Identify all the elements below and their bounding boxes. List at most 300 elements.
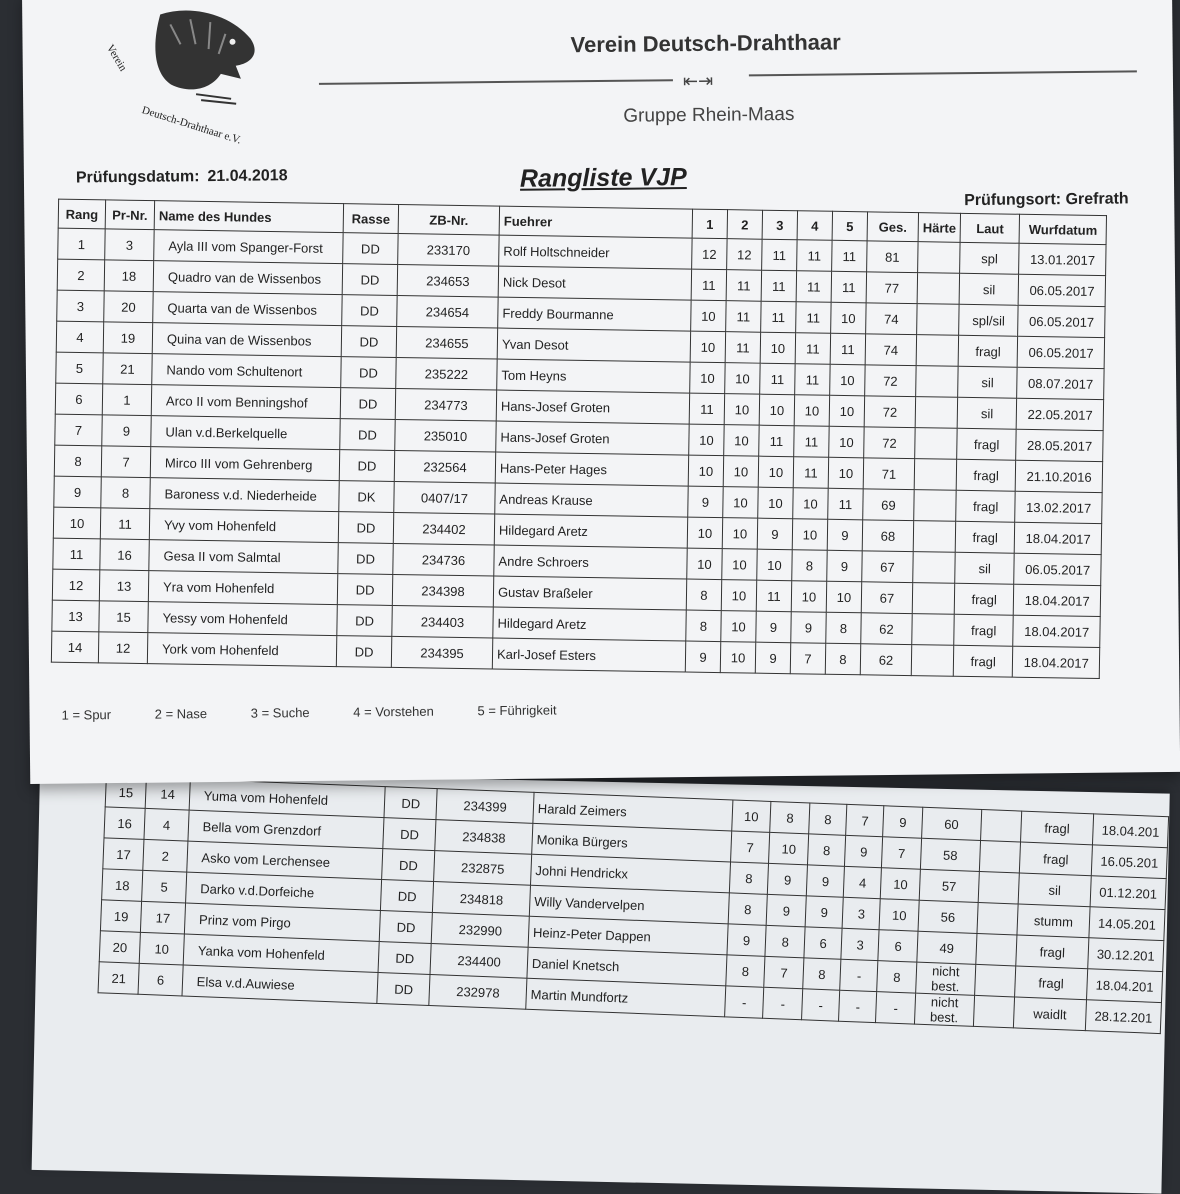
cell-value: 10 — [839, 403, 855, 419]
cell-laut — [959, 273, 1018, 305]
cell-value: 9 — [699, 649, 707, 665]
cell-value: 06.05.2017 — [1028, 313, 1095, 330]
cell-s2 — [770, 801, 810, 833]
cell-value: 234403 — [420, 613, 465, 630]
cell-value: 11 — [69, 546, 84, 562]
cell-rang — [98, 962, 139, 995]
cell-s5 — [826, 612, 861, 644]
cell-s3 — [761, 270, 796, 302]
cell-value: 233170 — [426, 241, 471, 258]
cell-s5 — [881, 868, 921, 900]
cell-value: Johni Hendrickx — [535, 862, 629, 881]
cell-s4 — [792, 519, 827, 551]
col-rasse: Rasse — [343, 204, 398, 234]
cell-rang — [54, 476, 101, 508]
cell-value: 3 — [125, 237, 134, 253]
cell-value: 4 — [162, 817, 171, 833]
ranking-table — [51, 199, 1107, 679]
cell-value: 7 — [804, 650, 812, 667]
cell-haerte — [974, 964, 1015, 997]
cell-value: 12 — [737, 246, 752, 263]
cell-zb — [436, 789, 534, 824]
cell-ges — [860, 644, 911, 676]
cell-value: 234653 — [426, 272, 470, 289]
cell-value: 234818 — [459, 890, 504, 908]
cell-value: - — [893, 1000, 899, 1016]
cell-value: 8 — [839, 620, 848, 636]
cell-value: 14.05.201 — [1097, 915, 1157, 933]
cell-value: - — [741, 994, 747, 1010]
cell-value: 5 — [160, 879, 169, 895]
cell-s5 — [883, 806, 923, 838]
cell-ges — [861, 582, 912, 614]
col-1: 1 — [692, 209, 727, 239]
cell-rasse — [341, 357, 396, 389]
cell-s5 — [882, 837, 922, 869]
cell-s5 — [829, 395, 864, 427]
cell-rasse — [339, 450, 394, 482]
cell-value: 3 — [76, 298, 85, 314]
cell-value: 234655 — [425, 334, 469, 351]
header-rule-right — [749, 70, 1137, 76]
cell-haerte — [914, 459, 957, 491]
cell-zb — [430, 944, 528, 979]
cell-fuehrer — [497, 359, 690, 393]
cell-haerte — [973, 995, 1014, 1028]
col-rang: Rang — [58, 199, 105, 229]
cell-value: 21 — [120, 361, 135, 377]
cell-wurf — [1012, 646, 1099, 678]
cell-value: 10 — [701, 308, 716, 324]
cell-value: 10 — [733, 494, 748, 511]
cell-rasse — [340, 419, 395, 451]
cell-prnr — [99, 570, 148, 602]
cell-value: Hildegard Aretz — [498, 522, 588, 539]
cell-value: 10 — [841, 310, 856, 326]
cell-haerte — [978, 871, 1019, 904]
cell-value: 234399 — [463, 797, 508, 815]
cell-value: 10 — [732, 556, 747, 572]
cell-value: 12 — [702, 246, 717, 262]
cell-value: 7 — [74, 422, 83, 438]
cell-value: 10 — [700, 370, 715, 386]
cell-value: Andre Schroers — [498, 553, 589, 570]
cell-rasse — [341, 326, 396, 358]
cell-value: 77 — [884, 280, 900, 296]
cell-s4 — [795, 364, 830, 396]
cell-wurf — [1087, 969, 1163, 1003]
cell-value: 232564 — [423, 458, 467, 475]
cell-value: 2 — [77, 267, 85, 283]
exam-date-label: Prüfungsdatum: — [75, 168, 200, 187]
cell-value: 11 — [736, 277, 751, 294]
cell-value: 9 — [804, 619, 813, 636]
cell-value: 14 — [67, 639, 83, 655]
legend-item: 2 = Nase — [154, 706, 208, 722]
cell-value: 10 — [767, 557, 782, 573]
cell-s4 — [839, 990, 877, 1022]
cell-prnr — [143, 839, 188, 872]
cell-s4 — [791, 612, 826, 644]
cell-value: Ulan v.d.Berkelquelle — [165, 423, 288, 441]
cell-laut — [1016, 935, 1089, 969]
cell-value: Martin Mundfortz — [530, 986, 629, 1006]
cell-value: 7 — [746, 839, 755, 855]
cell-haerte — [914, 490, 957, 522]
cell-value: DD — [358, 364, 378, 381]
cell-ges — [861, 613, 912, 645]
cell-value: 10 — [731, 587, 747, 603]
cell-laut — [959, 304, 1018, 336]
cell-name — [147, 633, 336, 667]
cell-fuehrer — [495, 452, 688, 486]
cell-value: fragl — [1039, 943, 1066, 960]
cell-rang — [104, 807, 145, 840]
cell-value: 18.04.2017 — [1024, 623, 1090, 640]
cell-value: 19 — [120, 330, 136, 346]
cell-value: 13.01.2017 — [1029, 251, 1096, 268]
cell-value: Darko v.d.Dorfeiche — [200, 880, 315, 900]
cell-wurf — [1018, 305, 1105, 337]
cell-name — [152, 323, 341, 357]
cell-s2 — [724, 425, 759, 457]
cell-s4 — [794, 426, 829, 458]
cell-s1 — [689, 393, 724, 425]
cell-value: 9 — [821, 873, 830, 889]
cell-s1 — [727, 924, 767, 956]
cell-value: Mirco III vom Gehrenberg — [164, 454, 313, 473]
cell-s1 — [690, 362, 725, 394]
cell-value: 28.12.201 — [1094, 1008, 1153, 1026]
cell-value: 11 — [767, 588, 781, 604]
cell-s5 — [830, 333, 865, 365]
cell-rasse — [379, 911, 432, 944]
cell-value: 10 — [801, 588, 817, 605]
cell-rasse — [340, 388, 395, 420]
cell-value: 8 — [824, 811, 832, 827]
cell-value: DD — [357, 426, 377, 443]
cell-rang — [58, 228, 105, 260]
double-arrow-icon: ⇤⇥ — [682, 70, 714, 92]
cell-value: Harald Zeimers — [537, 800, 627, 819]
cell-name — [149, 509, 338, 543]
document-title: Rangliste VJP — [519, 163, 687, 193]
cell-fuehrer — [497, 328, 690, 362]
cell-value: 12 — [68, 577, 84, 593]
legend-item: 1 = Spur — [61, 707, 112, 723]
cell-rasse — [381, 880, 434, 913]
cell-prnr — [139, 932, 184, 965]
cell-s3 — [761, 301, 796, 333]
cell-value: 14 — [160, 785, 176, 802]
cell-ges — [920, 838, 980, 871]
cell-value: 5 — [75, 360, 84, 376]
cell-rasse — [378, 942, 431, 975]
cell-value: 10 — [892, 876, 909, 892]
cell-s3 — [805, 896, 843, 928]
cell-value: 234838 — [461, 828, 506, 846]
cell-value: 9 — [771, 526, 779, 542]
cell-value: 6 — [75, 391, 83, 407]
cell-s3 — [758, 487, 793, 519]
cell-s5 — [877, 961, 917, 993]
cell-value: DD — [356, 550, 376, 567]
cell-value: 9 — [841, 527, 849, 543]
cell-fuehrer — [492, 638, 685, 672]
cell-fuehrer — [493, 576, 686, 610]
cell-value: - — [780, 995, 786, 1012]
cell-value: 18.04.2017 — [1025, 530, 1091, 547]
cell-value: Ayla III vom Spanger-Forst — [168, 237, 323, 256]
cell-value: Monika Bürgers — [536, 831, 628, 850]
cell-fuehrer — [498, 266, 691, 300]
exam-date — [76, 167, 288, 187]
cell-ges — [866, 272, 917, 304]
cell-laut — [955, 552, 1014, 584]
cell-rasse — [336, 636, 391, 668]
cell-zb — [429, 974, 527, 1009]
cell-s2 — [721, 580, 756, 612]
cell-laut — [958, 335, 1017, 367]
cell-laut — [954, 614, 1013, 646]
cell-laut — [1020, 811, 1093, 845]
cell-value: DD — [395, 950, 415, 966]
cell-prnr — [98, 632, 147, 664]
cell-wurf — [1015, 491, 1102, 523]
cell-s2 — [764, 956, 804, 988]
cell-rang — [55, 414, 102, 446]
cell-value: 15 — [118, 784, 134, 800]
cell-value: 11 — [807, 247, 822, 264]
svg-text:Verein: Verein — [103, 42, 129, 74]
cell-value: 9 — [769, 650, 777, 666]
cell-rasse — [343, 233, 398, 265]
cell-value: DD — [360, 240, 380, 257]
cell-value: fragl — [972, 529, 998, 545]
cell-value: 21 — [111, 970, 127, 986]
cell-rasse — [384, 787, 437, 820]
cell-s5 — [827, 519, 862, 551]
cell-wurf — [1016, 429, 1103, 461]
cell-value: 18.04.201 — [1101, 822, 1160, 840]
cell-value: - — [855, 998, 861, 1014]
cell-value: 10 — [697, 556, 712, 572]
cell-rasse — [338, 543, 393, 575]
cell-zb — [394, 481, 495, 514]
cell-s3 — [759, 394, 794, 426]
cell-haerte — [917, 304, 960, 336]
cell-wurf — [1017, 367, 1104, 399]
cell-s5 — [828, 488, 863, 520]
cell-value: 62 — [879, 621, 894, 637]
cell-ges — [916, 962, 976, 995]
cell-wurf — [1019, 243, 1106, 275]
cell-value: - — [856, 967, 862, 984]
cell-value: 10 — [770, 340, 786, 356]
cell-value: Yanka vom Hohenfeld — [197, 942, 326, 963]
exam-date-value: 21.04.2018 — [207, 167, 288, 186]
cell-rang — [52, 600, 99, 632]
cell-s2 — [722, 549, 757, 581]
cell-value: Gustav Braßeler — [497, 584, 593, 601]
cell-s2 — [763, 987, 803, 1019]
cell-haerte — [918, 242, 961, 274]
cell-prnr — [101, 477, 150, 509]
cell-value: 10 — [730, 649, 746, 665]
cell-value: DK — [357, 488, 376, 505]
cell-s5 — [832, 240, 867, 272]
cell-rasse — [339, 481, 394, 513]
cell-value: 234736 — [421, 551, 466, 568]
cell-value: Quarta van de Wissenbos — [167, 299, 318, 318]
cell-value: 6 — [894, 938, 903, 954]
cell-fuehrer — [499, 235, 692, 269]
cell-s4 — [845, 835, 883, 867]
cell-s5 — [826, 581, 861, 613]
cell-wurf — [1090, 876, 1166, 910]
cell-zb — [434, 851, 532, 886]
cell-value: Daniel Knetsch — [531, 955, 620, 974]
cell-zb — [394, 450, 495, 483]
cell-value: 10 — [732, 525, 748, 541]
cell-value: 10 — [891, 907, 907, 923]
cell-value: 234400 — [457, 952, 502, 970]
cell-value: 13.02.2017 — [1026, 499, 1092, 516]
cell-value: 8 — [745, 870, 753, 886]
cell-zb — [395, 388, 496, 421]
cell-ges — [863, 489, 914, 521]
cell-s5 — [827, 550, 862, 582]
cell-value: Heinz-Peter Dappen — [532, 924, 652, 944]
cell-value: Baroness v.d. Niederheide — [164, 485, 317, 504]
cell-name — [150, 447, 339, 481]
cell-value: 232978 — [456, 983, 500, 1001]
cell-s2 — [723, 456, 758, 488]
cell-haerte — [916, 366, 959, 398]
cell-value: 17 — [155, 909, 171, 926]
cell-value: 49 — [939, 940, 955, 956]
cell-s3 — [756, 580, 791, 612]
cell-s2 — [724, 394, 759, 426]
cell-value: 8 — [786, 810, 794, 826]
cell-value: 10 — [769, 402, 785, 418]
cell-value: DD — [359, 333, 379, 350]
cell-prnr — [141, 901, 186, 934]
col-name: Name des Hundes — [154, 201, 343, 233]
cell-rasse — [383, 818, 436, 851]
cell-value: 10 — [836, 589, 852, 605]
cell-value: 56 — [940, 909, 956, 925]
cell-value: DD — [397, 888, 417, 904]
legend-item: 5 = Führigkeit — [477, 702, 557, 719]
cell-value: 10 — [699, 432, 714, 448]
cell-value: Yra vom Hohenfeld — [162, 578, 275, 596]
cell-value: 67 — [880, 559, 895, 575]
cell-value: 10 — [839, 434, 854, 450]
cell-haerte — [979, 840, 1020, 873]
cell-value: 10 — [734, 432, 749, 449]
cell-laut — [1018, 873, 1091, 907]
cell-zb — [397, 295, 498, 328]
cell-s3 — [809, 803, 847, 835]
cell-value: sil — [982, 281, 996, 297]
cell-rasse — [377, 972, 430, 1005]
cell-haerte — [975, 933, 1016, 966]
cell-value: DD — [359, 302, 379, 319]
cell-prnr — [142, 870, 187, 903]
cell-value: 20 — [112, 939, 128, 955]
cell-value: 10 — [698, 463, 714, 479]
cell-value: 7 — [861, 812, 869, 829]
cell-value: 11 — [841, 279, 856, 295]
cell-value: 9 — [820, 904, 829, 920]
cell-name — [152, 354, 341, 388]
cell-value: 11 — [771, 309, 786, 325]
first-page — [22, 0, 1180, 784]
cell-value: 10 — [743, 808, 759, 824]
cell-ges — [862, 551, 913, 583]
col-haerte: Härte — [918, 213, 961, 243]
cell-value: 13 — [116, 578, 132, 594]
cell-ges — [919, 869, 979, 902]
cell-prnr — [138, 963, 183, 996]
cell-value: 16 — [117, 815, 133, 831]
cell-laut — [957, 397, 1016, 429]
cell-value: 18.04.201 — [1095, 977, 1154, 995]
cell-s2 — [727, 239, 762, 271]
cell-rang — [57, 290, 104, 322]
cell-s4 — [790, 643, 825, 675]
cell-rang — [56, 352, 103, 384]
cell-value: Freddy Bourmanne — [502, 305, 614, 322]
cell-value: 72 — [882, 404, 898, 420]
cell-rang — [55, 383, 102, 415]
cell-value: 08.07.2017 — [1027, 375, 1094, 392]
cell-s4 — [843, 866, 881, 898]
cell-value: 11 — [770, 371, 785, 387]
cell-s2 — [765, 925, 805, 957]
organization-name: Verein Deutsch-Drahthaar — [570, 29, 841, 58]
cell-ges — [866, 303, 917, 335]
cell-value: 9 — [122, 423, 131, 439]
cell-value: Nick Desot — [502, 274, 566, 291]
cell-value: 58 — [942, 847, 958, 863]
cell-laut — [954, 583, 1013, 615]
cell-value: DD — [401, 795, 421, 811]
cell-value: 234402 — [422, 520, 466, 537]
cell-value: 18 — [121, 268, 137, 284]
cell-rasse — [342, 295, 397, 327]
cell-value: 11 — [118, 516, 132, 532]
cell-value: fragl — [1038, 974, 1065, 991]
cell-value: stumm — [1033, 912, 1074, 930]
cell-s2 — [720, 642, 755, 674]
cell-prnr — [104, 291, 153, 323]
cell-value: 234395 — [420, 644, 464, 661]
cell-value: 18.04.2017 — [1023, 654, 1089, 671]
cell-value: 9 — [742, 932, 751, 948]
cell-haerte — [912, 614, 955, 646]
cell-value: 8 — [74, 453, 82, 469]
cell-value: 234773 — [424, 396, 468, 413]
legend-item: 3 = Suche — [250, 705, 310, 721]
cell-ges — [864, 427, 915, 459]
cell-value: sil — [1048, 882, 1062, 898]
cell-value: DD — [358, 395, 378, 412]
cell-s1 — [691, 300, 726, 332]
cell-value: fragl — [971, 591, 997, 607]
cell-value: 8 — [822, 842, 831, 858]
